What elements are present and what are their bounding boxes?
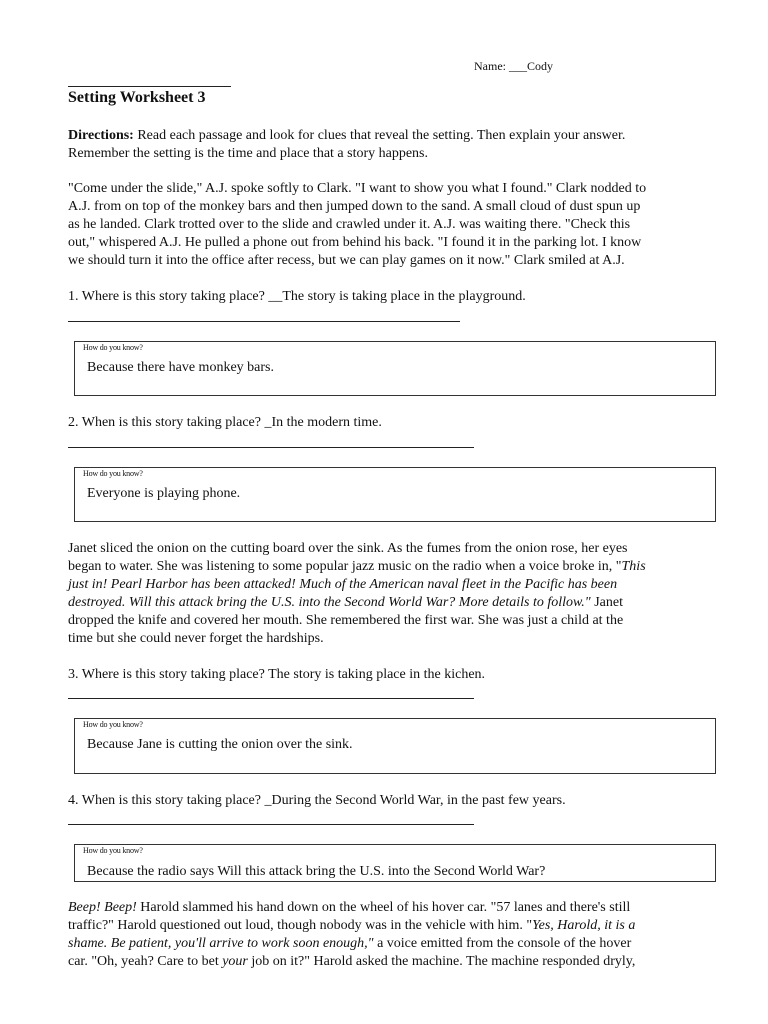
box-label: How do you know? [83,469,143,478]
answer-box-2[interactable] [74,467,716,522]
box-label: How do you know? [83,343,143,352]
answer-line-4 [68,824,474,825]
directions-line-1: Read each passage and look for clues that reveal the setting. Then explain your answer. [137,128,626,143]
question-3-prompt: 3. Where is this story taking place? The story is taking place in the kichen. [68,667,486,682]
answer-text-3: Because Jane is cutting the onion over the sink. [87,737,353,752]
passage-line: A.J. from on top of the monkey bars and then jumped down to the sand. A small cloud of dust spun up [68,199,641,214]
box-label: How do you know? [83,846,143,855]
question-1-prompt: 1. Where is this story taking place? __The story is taking place in the playground. [68,289,526,304]
answer-line-2 [68,447,474,448]
passage-line: destroyed. Will this attack bring the U.S. into the Second World War? More details to follow." Janet [68,595,623,610]
box-label: How do you know? [83,720,143,729]
directions [68,127,708,163]
passage-line: Beep! Beep! Harold slammed his hand down on the wheel of his hover car. "57 lanes and there's still [68,900,631,915]
passage-3 [68,899,708,971]
passage-line: time but she could never forget the hardships. [68,631,324,646]
page-title: Setting Worksheet 3 [68,89,206,106]
title-rule [68,86,231,87]
directions-line-2: Remember the setting is the time and place that a story happens. [68,146,429,161]
passage-2 [68,540,708,648]
passage-line: as he landed. Clark trotted over to the slide and crawled under it. A.J. was waiting there. "Check this [68,217,631,232]
answer-box-4[interactable] [74,844,716,882]
question-2-prompt: 2. When is this story taking place? _In the modern time. [68,415,382,430]
answer-text-4: Because the radio says Will this attack bring the U.S. into the Second World War? [87,864,546,879]
name-label: Name: [474,59,506,73]
passage-1 [68,180,708,270]
answer-box-3[interactable] [74,718,716,774]
answer-line-1 [68,321,460,322]
passage-line: just in! Pearl Harbor has been attacked! Much of the American naval fleet in the Pacific has been [68,577,618,592]
passage-line: shame. Be patient, you'll arrive to work soon enough," a voice emitted from the console of the hover [68,936,632,951]
directions-label: Directions: [68,128,134,143]
name-blank: ___ [509,59,527,73]
passage-line: we should turn it into the office after recess, but we can play games on it now." Clark smiled at A.J. [68,253,625,268]
name-line [474,59,553,74]
passage-line: began to water. She was listening to some popular jazz music on the radio when a voice broke in, "This [68,559,646,574]
answer-box-1[interactable] [74,341,716,396]
passage-line: out," whispered A.J. He pulled a phone out from behind his back. "I found it in the parking lot. I know [68,235,642,250]
passage-line: traffic?" Harold questioned out loud, though nobody was in the vehicle with him. "Yes, Harold, it is a [68,918,636,933]
name-value: Cody [527,59,554,73]
answer-text-1: Because there have monkey bars. [87,360,274,375]
passage-line: Janet sliced the onion on the cutting board over the sink. As the fumes from the onion rose, her eyes [68,541,628,556]
passage-line: "Come under the slide," A.J. spoke softly to Clark. "I want to show you what I found." Clark nodded to [68,181,647,196]
answer-line-3 [68,698,474,699]
question-4-prompt: 4. When is this story taking place? _During the Second World War, in the past few years. [68,793,566,808]
passage-line: dropped the knife and covered her mouth. She remembered the first war. She was just a child at the [68,613,624,628]
answer-text-2: Everyone is playing phone. [87,486,241,501]
passage-line: car. "Oh, yeah? Care to bet your job on it?" Harold asked the machine. The machine responded dryly, [68,954,636,969]
